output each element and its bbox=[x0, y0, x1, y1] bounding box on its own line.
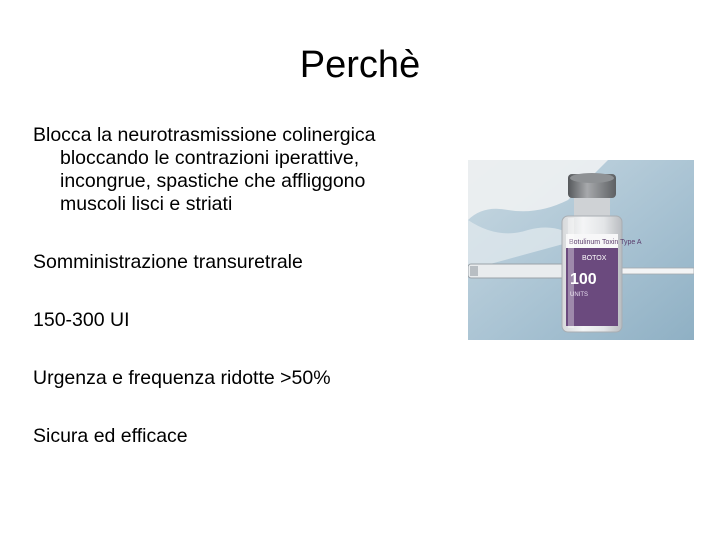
vial-units: 100 bbox=[570, 271, 597, 288]
bullet-item-3: 150-300 UI bbox=[33, 309, 130, 331]
bullet-item-2: Somministrazione transuretrale bbox=[33, 251, 303, 273]
slide-title: Perchè bbox=[299, 44, 421, 86]
vial-neck bbox=[574, 198, 610, 216]
vial-brand: BOTOX bbox=[582, 255, 607, 262]
vial-photo-illustration bbox=[468, 160, 694, 340]
bullet-item-4: Urgenza e frequenza ridotte >50% bbox=[33, 367, 331, 389]
vial-photo bbox=[468, 160, 694, 340]
bullet-item-1: Blocca la neurotrasmissione colinergica bloccando le contrazioni iperattive, incongrue, spastiche che affliggono muscoli lisci e striati bbox=[33, 124, 376, 215]
vial-units-caption: UNITS bbox=[570, 292, 588, 298]
vial-label-top: Botulinum Toxin Type A bbox=[569, 239, 642, 246]
bullet-list bbox=[33, 124, 433, 483]
bullet-item-5: Sicura ed efficace bbox=[33, 425, 188, 447]
